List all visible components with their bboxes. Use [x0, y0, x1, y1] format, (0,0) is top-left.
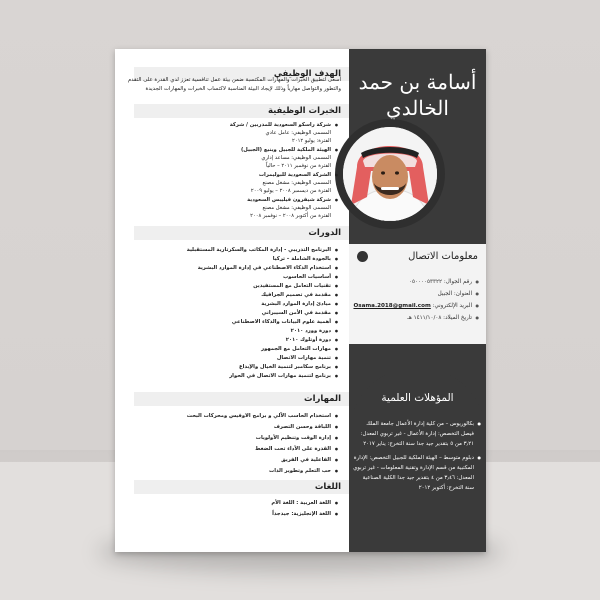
contact-birthdate: ● تاريخ الميلاد: ١٤١١/١٠/٠٨ هـ	[355, 312, 472, 324]
experience-org: ● الشركة السعودية للبوليمرات	[258, 172, 331, 178]
experience-line: الفترة: يوليو ٢٠١٢	[292, 138, 331, 144]
contact-section	[349, 244, 486, 344]
courses-list	[129, 246, 349, 381]
experience-list	[129, 121, 349, 221]
name-first: أسامة بن حمد	[358, 70, 477, 94]
contact-title: معلومات الاتصال	[408, 251, 478, 262]
course-item: ● مقدمة في الأمن السيبراني	[135, 309, 331, 318]
course-item: ● دورة وورد ٢٠١٠	[135, 327, 331, 336]
name-last: الخالدي	[386, 96, 449, 120]
experience-item	[135, 196, 331, 220]
skill-item: ● اللباقة وحسن التصرف	[135, 422, 331, 433]
course-item: ● أهمية علوم البيانات والذكاء الاصطناعي	[135, 318, 331, 327]
experience-line: المسمى الوظيفي: مشغل مصنع	[262, 205, 331, 211]
skill-item: ● الفاعلية في الفريق	[135, 455, 331, 466]
experience-line: الفترة من أكتوبر ٢٠٠٨ – نوفمبر ٢٠٠٨	[250, 213, 331, 219]
course-item: ● مقدمة في تصميم الجرافيك	[135, 291, 331, 300]
experience-line: المسمى الوظيفي: مشغل مصنع	[262, 180, 331, 186]
experience-item	[135, 171, 331, 195]
contact-email-label: البريد الإلكتروني:	[432, 303, 472, 309]
skill-item: ● حب التعلم وتطوير الذات	[135, 466, 331, 477]
contact-list	[349, 276, 486, 324]
language-item: ● اللغة الإنجليزية: جيدجداً	[135, 509, 331, 520]
name-heading	[349, 69, 486, 121]
course-item: ● برنامج سكامبر لتنمية الخيال والإبداع	[135, 363, 331, 372]
course-item: ● ميادئ إدارة الموارد البشرية	[135, 300, 331, 309]
course-item: ● دورة أوتلوك ٢٠١٠	[135, 336, 331, 345]
person-portrait-icon	[343, 127, 437, 221]
language-item: ● اللغة العربية : اللغة الأم	[135, 498, 331, 509]
course-item: ● استخدام الذكاء الاصطناعي في إدارة الموارد البشرية	[135, 264, 331, 273]
course-item: ● تنمية مهارات الاتصال	[135, 354, 331, 363]
skill-item: ● إدارة الوقت وتنظيم الأولويات	[135, 433, 331, 444]
experience-line: الفترة من نوفمبر ٢٠١١ – حالياً	[265, 163, 331, 169]
education-item: ● دبلوم متوسط – الهيئة الملكية للجبيل التخصص: الإدارة المكتبية من قسم الإدارة وتقنية المعلومات - غير تربوي المعدل: ٣٫٤٦ من ٤ بتقدير جيد جدا الكلية الصناعية سنة التخرج: أكتوبر ٢٠١٢	[353, 453, 474, 493]
experience-line: المسمى الوظيفي: عامل عادي	[265, 130, 331, 136]
education-list	[349, 419, 486, 497]
contact-phone: ● رقم الجوال: ٠٥٠٠٠٠٥٣٣٢٢	[355, 276, 472, 288]
resume-paper	[115, 49, 486, 552]
experience-line: المسمى الوظيفي: مساعد إداري	[261, 155, 331, 161]
education-title: المؤهلات العلمية	[381, 392, 454, 404]
email-link[interactable]: Osama.2018@gmail.com	[353, 303, 431, 309]
course-item: ● برنامج لتنمية مهارات الاتصال في الحوار	[135, 372, 331, 381]
skills-list	[129, 411, 349, 477]
skills-title: المهارات	[134, 392, 349, 406]
course-item: ● أساسيات الحاسوب	[135, 273, 331, 282]
profile-photo	[343, 127, 437, 221]
experience-org: ● شركة راسكو السعودية للمدربين / شركة	[229, 122, 331, 128]
experience-line: الفترة من ديسمبر ٢٠٠٨ – يوليو ٢٠٠٩	[250, 188, 331, 194]
objective-text: أسعى لتطبيق الخبرات والمهارات المكتسبة ضمن بيئة عمل تنافسية تعزز لدي القدرة على التقدم والتطور والتواصل مهارياً وذلك لإيجاد البيئة المناسبة لاكتساب الخبرات والمهارات الجديدة	[127, 77, 341, 92]
languages-list	[129, 498, 349, 520]
courses-title: الدورات	[134, 226, 349, 240]
skill-item: ● استخدام الحاسب الآلي و برامج الاوفيس ومحركات البحث	[135, 411, 331, 422]
main-column	[115, 49, 349, 552]
experience-org: ● الهيئة الملكية للجبيل وينبع (الجبيل)	[240, 147, 331, 153]
skill-item: ● القدرة على الأداء تحت الضغط	[135, 444, 331, 455]
person-icon	[357, 251, 368, 262]
education-item: ● بكالوريوس – من كلية إدارة الأعمال جامعة الملك فيصل التخصص: إدارة الأعمال - غير تربوي المعدل: ٣٫٢١ من ٥ بتقدير جيد جدا سنة التخرج: يناير ٢٠١٧	[353, 419, 474, 449]
experience-item	[135, 121, 331, 145]
objective-title: الهدف الوظيفي	[134, 67, 349, 81]
contact-email	[355, 300, 472, 312]
experience-item	[135, 146, 331, 170]
profile-photo-frame	[335, 119, 445, 229]
course-item: ● تقنيات التعامل مع المستفيدين	[135, 282, 331, 291]
experience-org: ● شركة شيفرون فيليبس السعودية	[247, 197, 331, 203]
course-item: ● البرنامج التدريبي - إدارة المكاتب والسكرتارية المستقبلية	[135, 246, 331, 255]
contact-address: ● العنوان: الجبيل	[355, 288, 472, 300]
course-item: ● مهارات التعامل مع الجمهور	[135, 345, 331, 354]
experience-title: الخبرات الوظيفية	[134, 104, 349, 118]
languages-title: اللغات	[134, 480, 349, 494]
course-item: ● بالجودة الشاملة – تركيا	[135, 255, 331, 264]
